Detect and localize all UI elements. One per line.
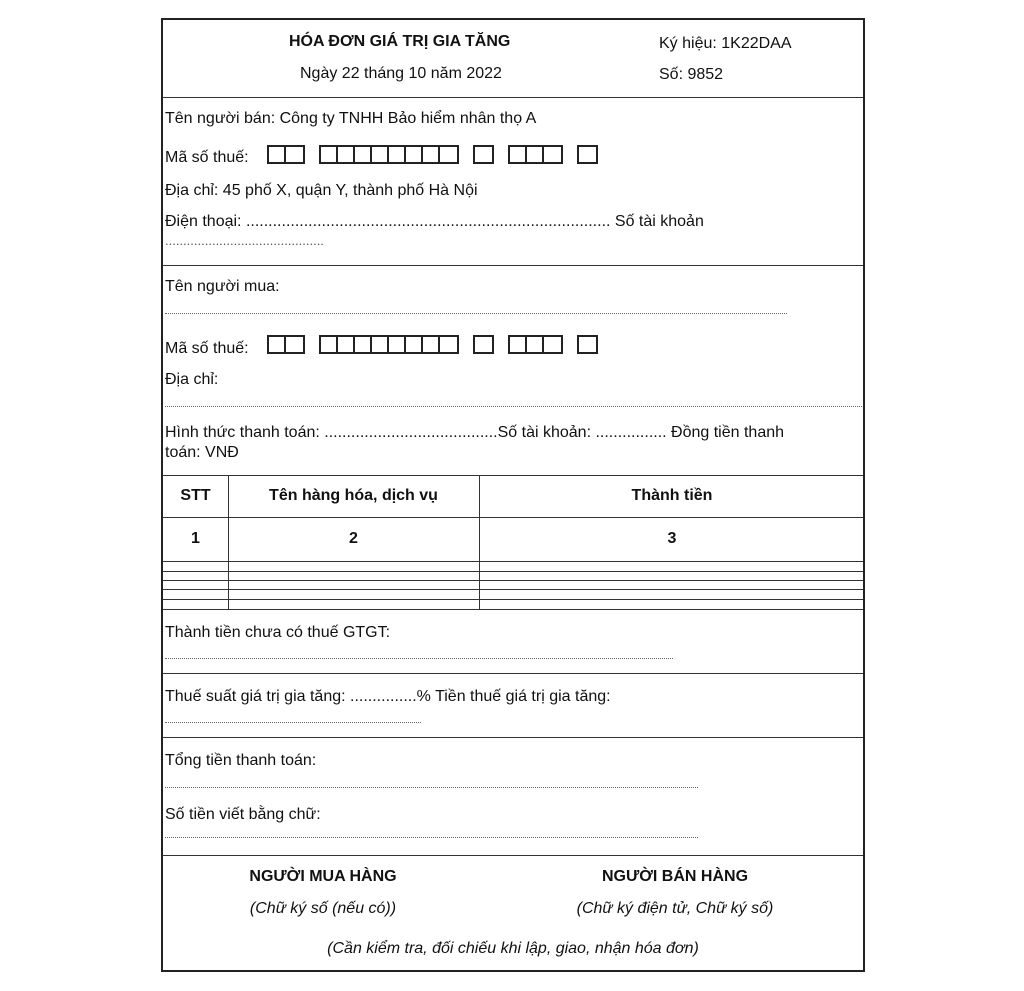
payment-method-line: Hình thức thanh toán: .......................................Số tài khoản: ................ Đồng tiền thanh — [165, 424, 785, 441]
in-words-dots — [165, 837, 698, 838]
subtotal-label: Thành tiền chưa có thuế GTGT: — [165, 624, 391, 641]
table-header-amount: Thành tiền — [631, 487, 713, 504]
buyer-signature-note: (Chữ ký số (nếu có)) — [249, 900, 397, 917]
table-row-line — [163, 571, 863, 572]
in-words-label: Số tiền viết bằng chữ: — [165, 806, 321, 823]
table-row-line — [163, 589, 863, 590]
buyer-tax-label: Mã số thuế: — [165, 340, 249, 357]
buyer-name-dots — [165, 313, 787, 314]
total-dots — [165, 787, 698, 788]
buyer-signature-title: NGƯỜI MUA HÀNG — [249, 868, 397, 885]
buyer-address-dots — [165, 406, 862, 407]
buyer-address-label: Địa chỉ: — [165, 371, 219, 388]
divider — [163, 673, 863, 674]
divider — [163, 855, 863, 856]
table-index-2: 2 — [349, 530, 358, 547]
seller-signature-note: (Chữ ký điện tử, Chữ ký số) — [576, 900, 774, 917]
table-row-line — [163, 580, 863, 581]
table-header-stt: STT — [180, 487, 211, 504]
divider — [163, 265, 863, 266]
subtotal-dots — [165, 658, 673, 659]
seller-phone: Điện thoại: .................................................................................. Số tài khoản — [165, 213, 704, 230]
invoice-title: HÓA ĐƠN GIÁ TRỊ GIA TĂNG — [289, 33, 511, 50]
table-top — [163, 475, 863, 476]
total-label: Tổng tiền thanh toán: — [165, 752, 317, 769]
invoice-date: Ngày 22 tháng 10 năm 2022 — [300, 65, 502, 82]
table-index-3: 3 — [667, 530, 677, 547]
table-row-line — [163, 599, 863, 600]
divider — [163, 737, 863, 738]
vat-dots — [165, 722, 421, 723]
table-bottom — [163, 609, 863, 610]
table-row-line — [163, 561, 863, 562]
invoice-number: Số: 9852 — [659, 66, 724, 83]
seller-tax-label: Mã số thuế: — [165, 149, 249, 166]
seller-name: Tên người bán: Công ty TNHH Bảo hiểm nhân thọ A — [165, 110, 537, 127]
table-index-1: 1 — [191, 530, 200, 547]
buyer-tax-boxes — [267, 335, 612, 354]
seller-dots: ............................................ — [165, 233, 324, 248]
divider — [163, 97, 863, 98]
invoice-form — [161, 18, 865, 972]
table-header-goods: Tên hàng hóa, dịch vụ — [269, 487, 438, 504]
invoice-symbol: Ký hiệu: 1K22DAA — [659, 35, 792, 52]
vat-line: Thuế suất giá trị gia tăng: ...............% Tiền thuế giá trị gia tăng: — [165, 688, 611, 705]
table-row-line — [163, 517, 863, 518]
footer-note: (Cần kiểm tra, đối chiếu khi lập, giao, nhận hóa đơn) — [327, 940, 699, 957]
currency-line: toán: VNĐ — [165, 444, 239, 461]
seller-address: Địa chỉ: 45 phố X, quận Y, thành phố Hà Nội — [165, 182, 478, 199]
buyer-name-label: Tên người mua: — [165, 278, 280, 295]
seller-signature-title: NGƯỜI BÁN HÀNG — [601, 868, 749, 885]
seller-tax-boxes — [267, 145, 612, 164]
